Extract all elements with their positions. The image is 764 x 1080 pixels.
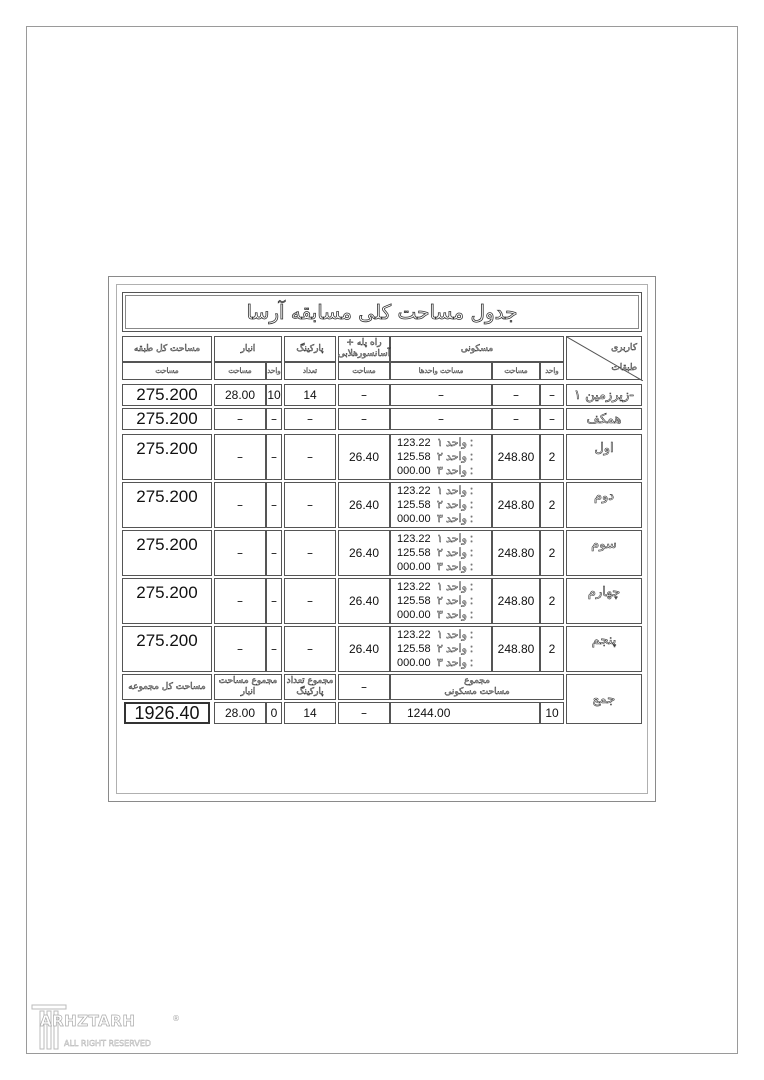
unit-area-value: 125.58 <box>397 499 431 511</box>
unit-area-value: 125.58 <box>397 451 431 463</box>
header-usage: کاربری <box>611 343 637 353</box>
unit-area-label: واحد ۳ : <box>437 513 474 525</box>
floor-total: 275.200 <box>122 578 212 624</box>
header-stairs: راه پله + آسانسورهلابی <box>338 336 390 362</box>
header-residential: مسکونی <box>390 336 564 362</box>
res-area: – <box>492 384 540 406</box>
totals-stairs-header: – <box>338 674 390 700</box>
unit-area-value: 000.00 <box>397 561 431 573</box>
totals-label: جمع <box>566 674 642 724</box>
res-units: – <box>540 408 564 430</box>
parking-count: – <box>284 408 336 430</box>
floor-label: سوم <box>566 530 642 576</box>
storage-units: 10 <box>266 384 282 406</box>
storage-units: – <box>266 408 282 430</box>
header-storage-unit: واحد <box>266 362 282 380</box>
grand-total: 1926.40 <box>124 702 210 724</box>
unit-area-label: واحد ۲ : <box>437 595 474 607</box>
table-title-box <box>122 292 642 332</box>
unit-area-value: 123.22 <box>397 629 431 641</box>
unit-area-row <box>397 436 491 450</box>
res-units-area: – <box>390 384 492 406</box>
storage-area: 28.00 <box>214 384 266 406</box>
unit-area-label: واحد ۳ : <box>437 561 474 573</box>
totals-stairs: – <box>338 702 390 724</box>
storage-units: – <box>266 482 282 528</box>
storage-units: – <box>266 578 282 624</box>
unit-area-value: 000.00 <box>397 513 431 525</box>
res-units-area <box>390 434 492 480</box>
stairs-area: – <box>338 408 390 430</box>
unit-area-label: واحد ۳ : <box>437 609 474 621</box>
res-area: 248.80 <box>492 434 540 480</box>
header-parking-sub: تعداد <box>284 362 336 380</box>
area-table <box>122 336 642 728</box>
unit-area-value: 125.58 <box>397 595 431 607</box>
unit-area-value: 123.22 <box>397 581 431 593</box>
res-units: 2 <box>540 578 564 624</box>
res-units-area <box>390 626 492 672</box>
unit-area-value: 000.00 <box>397 465 431 477</box>
unit-area-row <box>397 546 491 560</box>
res-units-area <box>390 530 492 576</box>
unit-area-label: واحد ۲ : <box>437 499 474 511</box>
unit-area-row <box>397 580 491 594</box>
totals-res-header: مجموع مساحت مسکونی <box>390 674 564 700</box>
header-storage: انبار <box>214 336 282 362</box>
storage-area: – <box>214 434 266 480</box>
unit-area-label: واحد ۲ : <box>437 547 474 559</box>
totals-parking-header: مجموع تعداد پارکینگ <box>284 674 336 700</box>
logo-tagline: ALL RIGHT RESERVED <box>64 1039 152 1048</box>
header-floors: طبقات <box>611 363 637 373</box>
res-area: 248.80 <box>492 530 540 576</box>
table-title: جدول مساحت کلی مسابقه آرسا <box>125 295 639 329</box>
storage-units: – <box>266 626 282 672</box>
floor-label: همکف <box>566 408 642 430</box>
res-units-area <box>390 578 492 624</box>
header-total-floor: مساحت کل طبقه <box>122 336 212 362</box>
stairs-area: 26.40 <box>338 482 390 528</box>
floor-label: اول <box>566 434 642 480</box>
unit-area-value: 123.22 <box>397 533 431 545</box>
unit-area-value: 125.58 <box>397 547 431 559</box>
res-units: 2 <box>540 530 564 576</box>
parking-count: – <box>284 434 336 480</box>
storage-area: – <box>214 408 266 430</box>
res-units: 2 <box>540 626 564 672</box>
res-units-area: – <box>390 408 492 430</box>
storage-area: – <box>214 530 266 576</box>
logo-name: ARHZTARH <box>40 1012 136 1030</box>
res-units: 2 <box>540 434 564 480</box>
totals-grand-header: مساحت کل مجموعه <box>122 674 212 700</box>
res-area: 248.80 <box>492 578 540 624</box>
unit-area-row <box>397 560 491 574</box>
res-area: 248.80 <box>492 482 540 528</box>
floor-total: 275.200 <box>122 482 212 528</box>
header-parking: پارکینگ <box>284 336 336 362</box>
header-storage-area: مساحت <box>214 362 266 380</box>
unit-area-value: 125.58 <box>397 643 431 655</box>
unit-area-label: واحد ۲ : <box>437 451 474 463</box>
res-area: 248.80 <box>492 626 540 672</box>
header-res-unit: واحد <box>540 362 564 380</box>
unit-area-row <box>397 512 491 526</box>
stairs-area: – <box>338 384 390 406</box>
unit-area-value: 000.00 <box>397 609 431 621</box>
res-area: – <box>492 408 540 430</box>
storage-units: – <box>266 434 282 480</box>
storage-area: – <box>214 626 266 672</box>
floor-label: زیرزمین ۱- <box>566 384 642 406</box>
parking-count: – <box>284 626 336 672</box>
unit-area-label: واحد ۱ : <box>437 533 474 545</box>
stairs-area: 26.40 <box>338 626 390 672</box>
storage-units: – <box>266 530 282 576</box>
floor-label: دوم <box>566 482 642 528</box>
unit-area-value: 000.00 <box>397 657 431 669</box>
parking-count: 14 <box>284 384 336 406</box>
unit-area-row <box>397 608 491 622</box>
unit-area-row <box>397 532 491 546</box>
header-usage-floors <box>566 336 642 380</box>
unit-area-value: 123.22 <box>397 485 431 497</box>
unit-area-row <box>397 642 491 656</box>
parking-count: – <box>284 530 336 576</box>
totals-storage-header: مجموع مساحت انبار <box>214 674 282 700</box>
floor-total: 275.200 <box>122 384 212 406</box>
registered-icon: ® <box>172 1014 180 1023</box>
unit-area-label: واحد ۱ : <box>437 485 474 497</box>
header-stairs-sub: مساحت <box>338 362 390 380</box>
res-units: – <box>540 384 564 406</box>
parking-count: – <box>284 578 336 624</box>
unit-area-row <box>397 594 491 608</box>
header-res-area: مساحت <box>492 362 540 380</box>
stairs-area: 26.40 <box>338 434 390 480</box>
unit-area-label: واحد ۳ : <box>437 657 474 669</box>
floor-total: 275.200 <box>122 530 212 576</box>
storage-area: – <box>214 482 266 528</box>
unit-area-row <box>397 498 491 512</box>
unit-area-label: واحد ۲ : <box>437 643 474 655</box>
unit-area-row <box>397 656 491 670</box>
totals-storage-area: 28.00 <box>214 702 266 724</box>
unit-area-label: واحد ۱ : <box>437 437 474 449</box>
totals-res-units: 10 <box>540 702 564 724</box>
header-res-units-area: مساحت واحدها <box>390 362 492 380</box>
unit-area-value: 123.22 <box>397 437 431 449</box>
totals-res-area: 1244.00 <box>390 702 540 724</box>
totals-storage-units: 0 <box>266 702 282 724</box>
unit-area-label: واحد ۱ : <box>437 581 474 593</box>
unit-area-row <box>397 484 491 498</box>
unit-area-label: واحد ۱ : <box>437 629 474 641</box>
res-units: 2 <box>540 482 564 528</box>
header-total-floor-sub: مساحت <box>122 362 212 380</box>
storage-area: – <box>214 578 266 624</box>
parking-count: – <box>284 482 336 528</box>
floor-total: 275.200 <box>122 408 212 430</box>
unit-area-row <box>397 464 491 478</box>
unit-area-row <box>397 450 491 464</box>
floor-total: 275.200 <box>122 626 212 672</box>
floor-label: چهارم <box>566 578 642 624</box>
floor-total: 275.200 <box>122 434 212 480</box>
totals-parking: 14 <box>284 702 336 724</box>
unit-area-label: واحد ۳ : <box>437 465 474 477</box>
floor-label: پنجم <box>566 626 642 672</box>
stairs-area: 26.40 <box>338 578 390 624</box>
res-units-area <box>390 482 492 528</box>
stairs-area: 26.40 <box>338 530 390 576</box>
unit-area-row <box>397 628 491 642</box>
